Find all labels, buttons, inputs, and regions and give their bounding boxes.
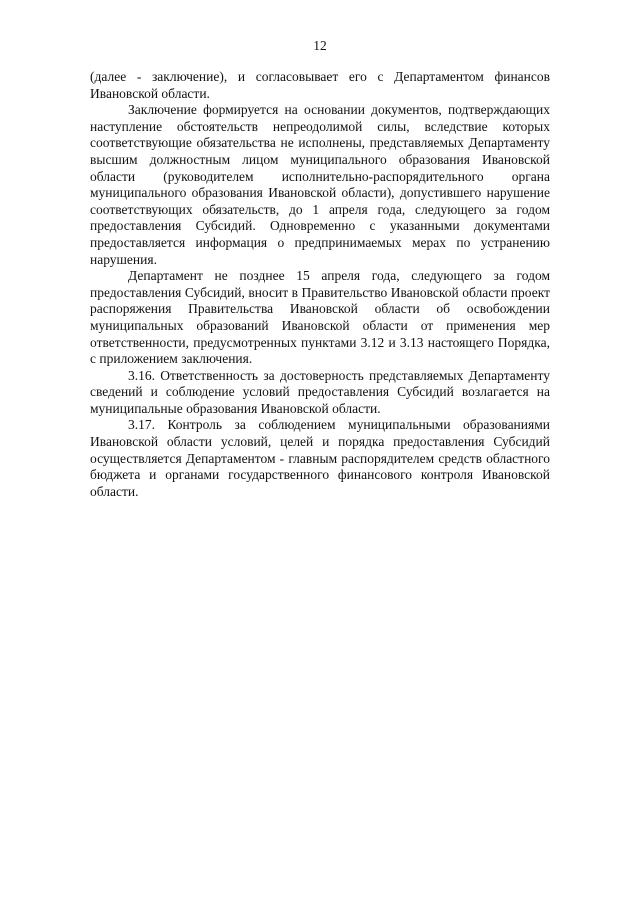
paragraph-conclusion: Заключение формируется на основании документов, подтверждающих наступление обстоятельств непреодолимой силы, вследствие которых соответствующие обязательства не исполнены, представляемых Департаменту высшим должностным лицом муниципального образования Ивановской области (руководителем исполнительно-распорядительного органа муниципального образования Ивановской области), допустившего нарушение соответствующих обязательств, до 1 апреля года, следующего за годом предоставления Субсидий. Одновременно с указанными документами предоставляется информация о предпринимаемых мерах по устранению нарушения.	[90, 102, 550, 267]
page-number: 12	[313, 38, 327, 53]
paragraph-3-16: 3.16. Ответственность за достоверность представляемых Департаменту сведений и соблюдение условий предоставления Субсидий возлагается на муниципальные образования Ивановской области.	[90, 367, 550, 416]
document-body	[90, 69, 550, 500]
paragraph-department: Департамент не позднее 15 апреля года, следующего за годом предоставления Субсидий, вносит в Правительство Ивановской области проект распоряжения Правительства Ивановской области об освобождении муниципальных образований Ивановской области от применения мер ответственности, предусмотренных пунктами 3.12 и 3.13 настоящего Порядка, с приложением заключения.	[90, 268, 550, 367]
paragraph-3-17: 3.17. Контроль за соблюдением муниципальными образованиями Ивановской области условий, целей и порядка предоставления Субсидий осуществляется Департаментом - главным распорядителем средств областного бюджета и органами государственного финансового контроля Ивановской области.	[90, 417, 550, 499]
paragraph-continuation: (далее - заключение), и согласовывает его с Департаментом финансов Ивановской области.	[90, 69, 550, 101]
